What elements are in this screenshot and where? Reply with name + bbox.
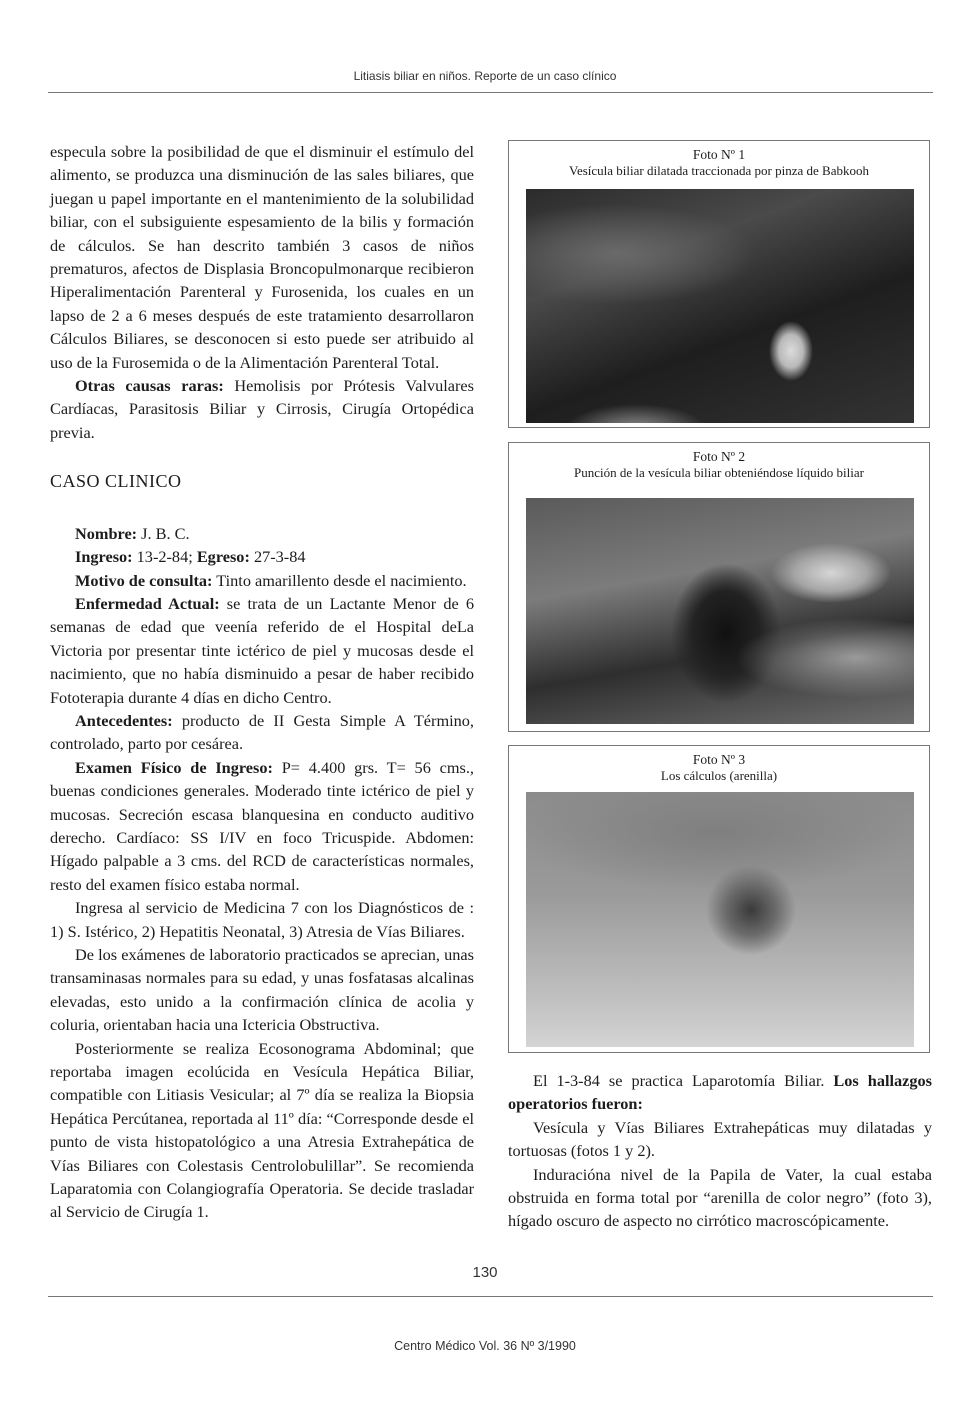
otras-causas-label: Otras causas raras: <box>75 376 224 396</box>
antecedentes-value: producto de II Gesta Simple A Término, controlado, parto por cesárea. <box>50 710 474 754</box>
figure-2-photo <box>526 498 914 724</box>
paragraph-induracion: Induracióna nivel de la Papila de Vater, la cual estaba obstruida en forma total por “arenilla de color negro” (foto 3), hígado oscuro de aspecto no cirrótico macroscópicamente. <box>508 1164 932 1231</box>
figure-3-title: Foto Nº 3 <box>692 752 746 767</box>
examen-value: P= 4.400 grs. T= 56 cms., buenas condiciones generales. Moderado tinte ictérico de piel y mucosas. Secreción escasa blanquesina en conducto auditivo derecho. Cardíaco: SS I/IV en foco Tricuspide. Abdomen: Hígado palpable a 3 cms. del RCD de características normales, resto del examen físico estaba normal. <box>50 757 474 894</box>
figure-1 <box>508 140 930 428</box>
motivo-label: Motivo de consulta: <box>75 570 213 590</box>
left-column <box>50 140 474 1224</box>
paragraph-examenes: De los exámenes de laboratorio practicados se aprecian, unas transaminasas normales para su edad, y unas fosfatasas alcalinas elevadas, esto unido a la confirmación clínica de acolia y coluria, orientaban hacia una Ictericia Obstructiva. <box>50 945 474 1035</box>
paragraph-posteriormente: Posteriormente se realiza Ecosonograma Abdominal; que reportaba imagen ecolúcida en Vesícula Hepática Biliar, compatible con Litiasis Vesicular; al 7º día se realiza la Biopsia Hepática Percútanea, reportada al 11º día: “Corresponde desde el punto de vista histopatológico a una Atresia Extrahepática de Vías Biliares con Colestasis Centrolobulillar”. Se recomienda Laparatomia con Colangiografía Operatoria. Se decide trasladar al Servicio de Cirugía 1. <box>50 1038 474 1222</box>
paragraph-otras-causas <box>50 374 474 444</box>
egreso-label: Egreso: <box>196 547 250 567</box>
nombre-label: Nombre: <box>75 523 138 543</box>
figure-2-title: Foto Nº 2 <box>692 449 746 464</box>
field-antecedentes <box>50 709 474 756</box>
figure-2-caption: Punción de la vesícula biliar obteniéndose líquido biliar <box>574 465 864 480</box>
running-head: Litiasis biliar en niños. Reporte de un caso clínico <box>353 69 617 83</box>
field-ingreso <box>50 545 474 568</box>
section-heading: CASO CLINICO <box>50 471 182 492</box>
ingreso-label: Ingreso: <box>75 547 133 567</box>
figure-1-photo <box>526 189 914 423</box>
paragraph-vesicula: Vesícula y Vías Biliares Extrahepáticas muy dilatadas y tortuosas (fotos 1 y 2). <box>508 1117 932 1161</box>
otras-causas-text: Hemolisis por Prótesis Valvulares Cardíacas, Parasitosis Biliar y Cirrosis, Cirugía Ortopédica previa. <box>50 376 474 442</box>
field-examen <box>50 756 474 896</box>
examen-label: Examen Físico de Ingreso: <box>75 757 273 777</box>
page-number: 130 <box>472 1264 498 1281</box>
figure-3-photo <box>526 792 914 1047</box>
field-enfermedad <box>50 592 474 709</box>
hallazgos-label: Los hallazgos operatorios fueron: <box>508 1071 932 1114</box>
paragraph-laparotomia <box>508 1069 932 1116</box>
figure-3-caption: Los cálculos (arenilla) <box>660 768 778 783</box>
paragraph-ingresa: Ingresa al servicio de Medicina 7 con los Diagnósticos de : 1) S. Istérico, 2) Hepatitis Neonatal, 3) Atresia de Vías Biliares. <box>50 898 474 941</box>
enfermedad-value: se trata de un Lactante Menor de 6 semanas de edad que veenía referido de el Hospital deLa Victoria por presentar tinte ictérico de piel y mucosas desde el nacimiento, que no había disminuido a pesar de haber recibido Fototerapia durante 4 días en dicho Centro. <box>50 593 474 707</box>
paragraph-continuation: especula sobre la posibilidad de que el disminuir el estímulo del alimento, se produzca una disminución de las sales biliares, que juegan u papel importante en el mantenimiento de la solubilidad biliar, con el subsiguiente espesamiento de la bilis y formación de cálculos. Se han descrito también 3 casos de niños prematuros, afectos de Displasia Broncopulmonarque recibieron Hiperalimentación Parenteral y Furosenida, los cuales en un lapso de 2 a 6 meses después de este tratamiento desarrollaron Cálculos Biliares, se desconocen si esto puede ser atribuido al uso de la Furosemida o de la Alimentación Parenteral Total. <box>50 142 474 372</box>
antecedentes-label: Antecedentes: <box>75 710 173 730</box>
laparotomia-text: El 1-3-84 se practica Laparotomía Biliar. <box>533 1071 834 1090</box>
field-motivo <box>50 569 474 592</box>
egreso-value: 27-3-84 <box>249 547 306 567</box>
ingreso-value: 13-2-84; <box>132 547 197 567</box>
motivo-value: Tinto amarillento desde el nacimiento. <box>212 570 467 590</box>
figure-2 <box>508 442 930 732</box>
figure-3 <box>508 745 930 1053</box>
figure-1-caption: Vesícula biliar dilatada traccionada por pinza de Babkooh <box>569 163 869 178</box>
journal-footer: Centro Médico Vol. 36 Nº 3/1990 <box>394 1339 576 1353</box>
enfermedad-label: Enfermedad Actual: <box>75 593 220 613</box>
field-nombre <box>50 522 474 545</box>
nombre-value: J. B. C. <box>137 523 190 543</box>
footer-rule <box>48 1296 933 1297</box>
right-column-text <box>508 1069 932 1233</box>
figure-1-title: Foto Nº 1 <box>692 147 746 162</box>
header-rule <box>48 92 933 93</box>
